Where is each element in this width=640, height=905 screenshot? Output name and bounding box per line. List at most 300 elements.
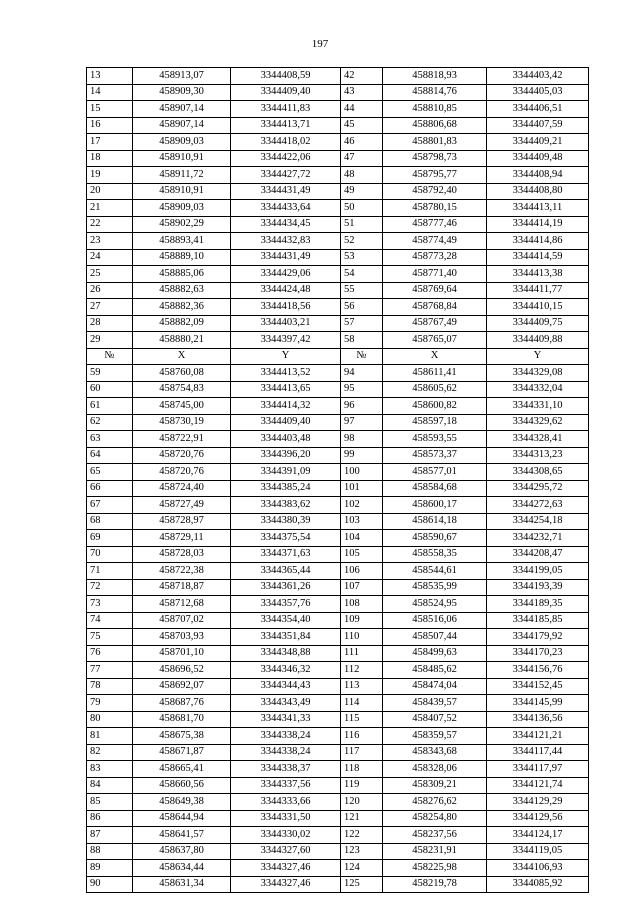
column-header: X <box>133 348 231 365</box>
point-number-cell: 15 <box>87 101 133 118</box>
y-coordinate-cell: 3344408,80 <box>487 183 589 200</box>
table-row <box>87 513 589 530</box>
y-coordinate-cell: 3344361,26 <box>231 579 341 596</box>
y-coordinate-cell: 3344156,76 <box>487 662 589 679</box>
x-coordinate-cell: 458911,72 <box>133 167 231 184</box>
y-coordinate-cell: 3344179,92 <box>487 629 589 646</box>
y-coordinate-cell: 3344413,52 <box>231 365 341 382</box>
column-header: Y <box>487 348 589 365</box>
table-row <box>87 596 589 613</box>
y-coordinate-cell: 3344383,62 <box>231 497 341 514</box>
point-number-cell: 110 <box>341 629 383 646</box>
x-coordinate-cell: 458524,95 <box>383 596 487 613</box>
y-coordinate-cell: 3344145,99 <box>487 695 589 712</box>
point-number-cell: 75 <box>87 629 133 646</box>
x-coordinate-cell: 458774,49 <box>383 233 487 250</box>
y-coordinate-cell: 3344414,59 <box>487 249 589 266</box>
y-coordinate-cell: 3344391,09 <box>231 464 341 481</box>
table-row <box>87 117 589 134</box>
y-coordinate-cell: 3344380,39 <box>231 513 341 530</box>
y-coordinate-cell: 3344208,47 <box>487 546 589 563</box>
x-coordinate-cell: 458507,44 <box>383 629 487 646</box>
y-coordinate-cell: 3344152,45 <box>487 678 589 695</box>
x-coordinate-cell: 458882,36 <box>133 299 231 316</box>
point-number-cell: 116 <box>341 728 383 745</box>
x-coordinate-cell: 458745,00 <box>133 398 231 415</box>
x-coordinate-cell: 458611,41 <box>383 365 487 382</box>
point-number-cell: 28 <box>87 315 133 332</box>
point-number-cell: 79 <box>87 695 133 712</box>
x-coordinate-cell: 458765,07 <box>383 332 487 349</box>
point-number-cell: 22 <box>87 216 133 233</box>
y-coordinate-cell: 3344129,56 <box>487 810 589 827</box>
table-row <box>87 629 589 646</box>
point-number-cell: 111 <box>341 645 383 662</box>
point-number-cell: 86 <box>87 810 133 827</box>
x-coordinate-cell: 458485,62 <box>383 662 487 679</box>
y-coordinate-cell: 3344327,60 <box>231 843 341 860</box>
point-number-cell: 27 <box>87 299 133 316</box>
point-number-cell: 47 <box>341 150 383 167</box>
y-coordinate-cell: 3344170,23 <box>487 645 589 662</box>
y-coordinate-cell: 3344385,24 <box>231 480 341 497</box>
point-number-cell: 70 <box>87 546 133 563</box>
x-coordinate-cell: 458777,46 <box>383 216 487 233</box>
y-coordinate-cell: 3344106,93 <box>487 860 589 877</box>
point-number-cell: 80 <box>87 711 133 728</box>
y-coordinate-cell: 3344357,76 <box>231 596 341 613</box>
point-number-cell: 100 <box>341 464 383 481</box>
x-coordinate-cell: 458889,10 <box>133 249 231 266</box>
x-coordinate-cell: 458806,68 <box>383 117 487 134</box>
x-coordinate-cell: 458614,18 <box>383 513 487 530</box>
x-coordinate-cell: 458407,52 <box>383 711 487 728</box>
x-coordinate-cell: 458907,14 <box>133 101 231 118</box>
y-coordinate-cell: 3344308,65 <box>487 464 589 481</box>
x-coordinate-cell: 458309,21 <box>383 777 487 794</box>
x-coordinate-cell: 458909,30 <box>133 84 231 101</box>
point-number-cell: 19 <box>87 167 133 184</box>
point-number-cell: 68 <box>87 513 133 530</box>
y-coordinate-cell: 3344431,49 <box>231 249 341 266</box>
y-coordinate-cell: 3344121,74 <box>487 777 589 794</box>
y-coordinate-cell: 3344406,51 <box>487 101 589 118</box>
point-number-cell: 121 <box>341 810 383 827</box>
y-coordinate-cell: 3344403,42 <box>487 68 589 85</box>
y-coordinate-cell: 3344313,23 <box>487 447 589 464</box>
y-coordinate-cell: 3344337,56 <box>231 777 341 794</box>
x-coordinate-cell: 458882,09 <box>133 315 231 332</box>
y-coordinate-cell: 3344413,71 <box>231 117 341 134</box>
column-header: X <box>383 348 487 365</box>
y-coordinate-cell: 3344397,42 <box>231 332 341 349</box>
x-coordinate-cell: 458814,76 <box>383 84 487 101</box>
x-coordinate-cell: 458590,67 <box>383 530 487 547</box>
y-coordinate-cell: 3344185,85 <box>487 612 589 629</box>
point-number-cell: 117 <box>341 744 383 761</box>
x-coordinate-cell: 458760,08 <box>133 365 231 382</box>
x-coordinate-cell: 458328,06 <box>383 761 487 778</box>
y-coordinate-cell: 3344189,35 <box>487 596 589 613</box>
y-coordinate-cell: 3344414,19 <box>487 216 589 233</box>
y-coordinate-cell: 3344117,97 <box>487 761 589 778</box>
x-coordinate-cell: 458671,87 <box>133 744 231 761</box>
x-coordinate-cell: 458720,76 <box>133 447 231 464</box>
y-coordinate-cell: 3344351,84 <box>231 629 341 646</box>
table-row <box>87 233 589 250</box>
point-number-cell: 43 <box>341 84 383 101</box>
table-row <box>87 68 589 85</box>
point-number-cell: 21 <box>87 200 133 217</box>
y-coordinate-cell: 3344117,44 <box>487 744 589 761</box>
x-coordinate-cell: 458907,14 <box>133 117 231 134</box>
y-coordinate-cell: 3344193,39 <box>487 579 589 596</box>
y-coordinate-cell: 3344121,21 <box>487 728 589 745</box>
y-coordinate-cell: 3344272,63 <box>487 497 589 514</box>
column-header: № <box>87 348 133 365</box>
table-row <box>87 810 589 827</box>
x-coordinate-cell: 458718,87 <box>133 579 231 596</box>
table-row <box>87 381 589 398</box>
y-coordinate-cell: 3344410,15 <box>487 299 589 316</box>
y-coordinate-cell: 3344396,20 <box>231 447 341 464</box>
point-number-cell: 24 <box>87 249 133 266</box>
point-number-cell: 16 <box>87 117 133 134</box>
point-number-cell: 94 <box>341 365 383 382</box>
point-number-cell: 73 <box>87 596 133 613</box>
y-coordinate-cell: 3344327,46 <box>231 876 341 893</box>
table-row <box>87 332 589 349</box>
x-coordinate-cell: 458913,07 <box>133 68 231 85</box>
y-coordinate-cell: 3344408,59 <box>231 68 341 85</box>
x-coordinate-cell: 458359,57 <box>383 728 487 745</box>
x-coordinate-cell: 458720,76 <box>133 464 231 481</box>
x-coordinate-cell: 458516,06 <box>383 612 487 629</box>
point-number-cell: 108 <box>341 596 383 613</box>
table-row <box>87 249 589 266</box>
table-row <box>87 480 589 497</box>
table-row <box>87 365 589 382</box>
point-number-cell: 67 <box>87 497 133 514</box>
point-number-cell: 97 <box>341 414 383 431</box>
x-coordinate-cell: 458701,10 <box>133 645 231 662</box>
point-number-cell: 82 <box>87 744 133 761</box>
table-row <box>87 398 589 415</box>
point-number-cell: 113 <box>341 678 383 695</box>
x-coordinate-cell: 458722,38 <box>133 563 231 580</box>
x-coordinate-cell: 458910,91 <box>133 150 231 167</box>
point-number-cell: 124 <box>341 860 383 877</box>
y-coordinate-cell: 3344136,56 <box>487 711 589 728</box>
point-number-cell: 61 <box>87 398 133 415</box>
table-row <box>87 695 589 712</box>
y-coordinate-cell: 3344254,18 <box>487 513 589 530</box>
x-coordinate-cell: 458771,40 <box>383 266 487 283</box>
x-coordinate-cell: 458880,21 <box>133 332 231 349</box>
point-number-cell: 98 <box>341 431 383 448</box>
x-coordinate-cell: 458893,41 <box>133 233 231 250</box>
point-number-cell: 55 <box>341 282 383 299</box>
x-coordinate-cell: 458818,93 <box>383 68 487 85</box>
x-coordinate-cell: 458558,35 <box>383 546 487 563</box>
y-coordinate-cell: 3344429,06 <box>231 266 341 283</box>
y-coordinate-cell: 3344338,37 <box>231 761 341 778</box>
y-coordinate-cell: 3344371,63 <box>231 546 341 563</box>
x-coordinate-cell: 458724,40 <box>133 480 231 497</box>
table-row <box>87 530 589 547</box>
table-row <box>87 183 589 200</box>
y-coordinate-cell: 3344348,88 <box>231 645 341 662</box>
y-coordinate-cell: 3344434,45 <box>231 216 341 233</box>
x-coordinate-cell: 458902,29 <box>133 216 231 233</box>
point-number-cell: 53 <box>341 249 383 266</box>
x-coordinate-cell: 458687,76 <box>133 695 231 712</box>
x-coordinate-cell: 458909,03 <box>133 134 231 151</box>
x-coordinate-cell: 458795,77 <box>383 167 487 184</box>
y-coordinate-cell: 3344413,38 <box>487 266 589 283</box>
x-coordinate-cell: 458727,49 <box>133 497 231 514</box>
point-number-cell: 71 <box>87 563 133 580</box>
point-number-cell: 42 <box>341 68 383 85</box>
point-number-cell: 59 <box>87 365 133 382</box>
table-row <box>87 216 589 233</box>
x-coordinate-cell: 458728,97 <box>133 513 231 530</box>
table-row <box>87 315 589 332</box>
y-coordinate-cell: 3344375,54 <box>231 530 341 547</box>
y-coordinate-cell: 3344346,32 <box>231 662 341 679</box>
point-number-cell: 102 <box>341 497 383 514</box>
table-header-row <box>87 348 589 365</box>
point-number-cell: 54 <box>341 266 383 283</box>
y-coordinate-cell: 3344408,94 <box>487 167 589 184</box>
table-row <box>87 860 589 877</box>
x-coordinate-cell: 458600,17 <box>383 497 487 514</box>
table-row <box>87 150 589 167</box>
y-coordinate-cell: 3344409,40 <box>231 84 341 101</box>
x-coordinate-cell: 458631,34 <box>133 876 231 893</box>
table-row <box>87 761 589 778</box>
y-coordinate-cell: 3344403,21 <box>231 315 341 332</box>
table-row <box>87 579 589 596</box>
table-row <box>87 134 589 151</box>
point-number-cell: 66 <box>87 480 133 497</box>
y-coordinate-cell: 3344409,75 <box>487 315 589 332</box>
point-number-cell: 57 <box>341 315 383 332</box>
point-number-cell: 46 <box>341 134 383 151</box>
point-number-cell: 123 <box>341 843 383 860</box>
point-number-cell: 115 <box>341 711 383 728</box>
page-number: 197 <box>311 38 329 50</box>
y-coordinate-cell: 3344338,24 <box>231 728 341 745</box>
x-coordinate-cell: 458882,63 <box>133 282 231 299</box>
point-number-cell: 13 <box>87 68 133 85</box>
x-coordinate-cell: 458696,52 <box>133 662 231 679</box>
y-coordinate-cell: 3344124,17 <box>487 827 589 844</box>
y-coordinate-cell: 3344411,83 <box>231 101 341 118</box>
table-row <box>87 876 589 893</box>
point-number-cell: 125 <box>341 876 383 893</box>
x-coordinate-cell: 458792,40 <box>383 183 487 200</box>
x-coordinate-cell: 458634,44 <box>133 860 231 877</box>
x-coordinate-cell: 458439,57 <box>383 695 487 712</box>
x-coordinate-cell: 458276,62 <box>383 794 487 811</box>
x-coordinate-cell: 458681,70 <box>133 711 231 728</box>
table-row <box>87 827 589 844</box>
table-row <box>87 711 589 728</box>
point-number-cell: 103 <box>341 513 383 530</box>
x-coordinate-cell: 458773,28 <box>383 249 487 266</box>
point-number-cell: 83 <box>87 761 133 778</box>
y-coordinate-cell: 3344405,03 <box>487 84 589 101</box>
point-number-cell: 74 <box>87 612 133 629</box>
x-coordinate-cell: 458728,03 <box>133 546 231 563</box>
y-coordinate-cell: 3344413,65 <box>231 381 341 398</box>
x-coordinate-cell: 458605,62 <box>383 381 487 398</box>
y-coordinate-cell: 3344409,21 <box>487 134 589 151</box>
coordinates-table <box>86 67 589 893</box>
table-row <box>87 497 589 514</box>
point-number-cell: 105 <box>341 546 383 563</box>
x-coordinate-cell: 458499,63 <box>383 645 487 662</box>
column-header: № <box>341 348 383 365</box>
point-number-cell: 112 <box>341 662 383 679</box>
point-number-cell: 114 <box>341 695 383 712</box>
x-coordinate-cell: 458767,49 <box>383 315 487 332</box>
x-coordinate-cell: 458237,56 <box>383 827 487 844</box>
x-coordinate-cell: 458703,93 <box>133 629 231 646</box>
point-number-cell: 78 <box>87 678 133 695</box>
y-coordinate-cell: 3344354,40 <box>231 612 341 629</box>
point-number-cell: 51 <box>341 216 383 233</box>
x-coordinate-cell: 458649,38 <box>133 794 231 811</box>
x-coordinate-cell: 458722,91 <box>133 431 231 448</box>
y-coordinate-cell: 3344414,86 <box>487 233 589 250</box>
y-coordinate-cell: 3344330,02 <box>231 827 341 844</box>
x-coordinate-cell: 458660,56 <box>133 777 231 794</box>
point-number-cell: 101 <box>341 480 383 497</box>
x-coordinate-cell: 458573,37 <box>383 447 487 464</box>
point-number-cell: 58 <box>341 332 383 349</box>
point-number-cell: 17 <box>87 134 133 151</box>
x-coordinate-cell: 458254,80 <box>383 810 487 827</box>
x-coordinate-cell: 458593,55 <box>383 431 487 448</box>
x-coordinate-cell: 458798,73 <box>383 150 487 167</box>
x-coordinate-cell: 458535,99 <box>383 579 487 596</box>
x-coordinate-cell: 458219,78 <box>383 876 487 893</box>
x-coordinate-cell: 458231,91 <box>383 843 487 860</box>
table-row <box>87 200 589 217</box>
y-coordinate-cell: 3344411,77 <box>487 282 589 299</box>
point-number-cell: 65 <box>87 464 133 481</box>
point-number-cell: 44 <box>341 101 383 118</box>
y-coordinate-cell: 3344409,48 <box>487 150 589 167</box>
table-row <box>87 414 589 431</box>
x-coordinate-cell: 458637,80 <box>133 843 231 860</box>
x-coordinate-cell: 458769,64 <box>383 282 487 299</box>
y-coordinate-cell: 3344295,72 <box>487 480 589 497</box>
y-coordinate-cell: 3344332,04 <box>487 381 589 398</box>
y-coordinate-cell: 3344328,41 <box>487 431 589 448</box>
y-coordinate-cell: 3344418,56 <box>231 299 341 316</box>
y-coordinate-cell: 3344427,72 <box>231 167 341 184</box>
point-number-cell: 14 <box>87 84 133 101</box>
point-number-cell: 76 <box>87 645 133 662</box>
point-number-cell: 84 <box>87 777 133 794</box>
point-number-cell: 109 <box>341 612 383 629</box>
x-coordinate-cell: 458544,61 <box>383 563 487 580</box>
point-number-cell: 50 <box>341 200 383 217</box>
x-coordinate-cell: 458665,41 <box>133 761 231 778</box>
x-coordinate-cell: 458712,68 <box>133 596 231 613</box>
y-coordinate-cell: 3344327,46 <box>231 860 341 877</box>
y-coordinate-cell: 3344329,08 <box>487 365 589 382</box>
y-coordinate-cell: 3344232,71 <box>487 530 589 547</box>
point-number-cell: 107 <box>341 579 383 596</box>
x-coordinate-cell: 458644,94 <box>133 810 231 827</box>
y-coordinate-cell: 3344424,48 <box>231 282 341 299</box>
point-number-cell: 26 <box>87 282 133 299</box>
x-coordinate-cell: 458692,07 <box>133 678 231 695</box>
table-row <box>87 678 589 695</box>
y-coordinate-cell: 3344418,02 <box>231 134 341 151</box>
point-number-cell: 45 <box>341 117 383 134</box>
table-row <box>87 282 589 299</box>
y-coordinate-cell: 3344414,32 <box>231 398 341 415</box>
table-row <box>87 612 589 629</box>
x-coordinate-cell: 458801,83 <box>383 134 487 151</box>
y-coordinate-cell: 3344365,44 <box>231 563 341 580</box>
x-coordinate-cell: 458810,85 <box>383 101 487 118</box>
table-row <box>87 84 589 101</box>
x-coordinate-cell: 458675,38 <box>133 728 231 745</box>
point-number-cell: 95 <box>341 381 383 398</box>
y-coordinate-cell: 3344344,43 <box>231 678 341 695</box>
x-coordinate-cell: 458707,02 <box>133 612 231 629</box>
point-number-cell: 85 <box>87 794 133 811</box>
x-coordinate-cell: 458577,01 <box>383 464 487 481</box>
y-coordinate-cell: 3344119,05 <box>487 843 589 860</box>
table-row <box>87 464 589 481</box>
point-number-cell: 64 <box>87 447 133 464</box>
y-coordinate-cell: 3344407,59 <box>487 117 589 134</box>
point-number-cell: 106 <box>341 563 383 580</box>
point-number-cell: 23 <box>87 233 133 250</box>
y-coordinate-cell: 3344431,49 <box>231 183 341 200</box>
point-number-cell: 49 <box>341 183 383 200</box>
point-number-cell: 87 <box>87 827 133 844</box>
x-coordinate-cell: 458597,18 <box>383 414 487 431</box>
y-coordinate-cell: 3344432,83 <box>231 233 341 250</box>
point-number-cell: 122 <box>341 827 383 844</box>
point-number-cell: 118 <box>341 761 383 778</box>
table-row <box>87 662 589 679</box>
point-number-cell: 48 <box>341 167 383 184</box>
table-row <box>87 744 589 761</box>
x-coordinate-cell: 458885,06 <box>133 266 231 283</box>
point-number-cell: 63 <box>87 431 133 448</box>
x-coordinate-cell: 458600,82 <box>383 398 487 415</box>
point-number-cell: 60 <box>87 381 133 398</box>
point-number-cell: 29 <box>87 332 133 349</box>
x-coordinate-cell: 458909,03 <box>133 200 231 217</box>
y-coordinate-cell: 3344333,66 <box>231 794 341 811</box>
x-coordinate-cell: 458780,15 <box>383 200 487 217</box>
point-number-cell: 119 <box>341 777 383 794</box>
y-coordinate-cell: 3344433,64 <box>231 200 341 217</box>
point-number-cell: 77 <box>87 662 133 679</box>
y-coordinate-cell: 3344199,05 <box>487 563 589 580</box>
point-number-cell: 81 <box>87 728 133 745</box>
